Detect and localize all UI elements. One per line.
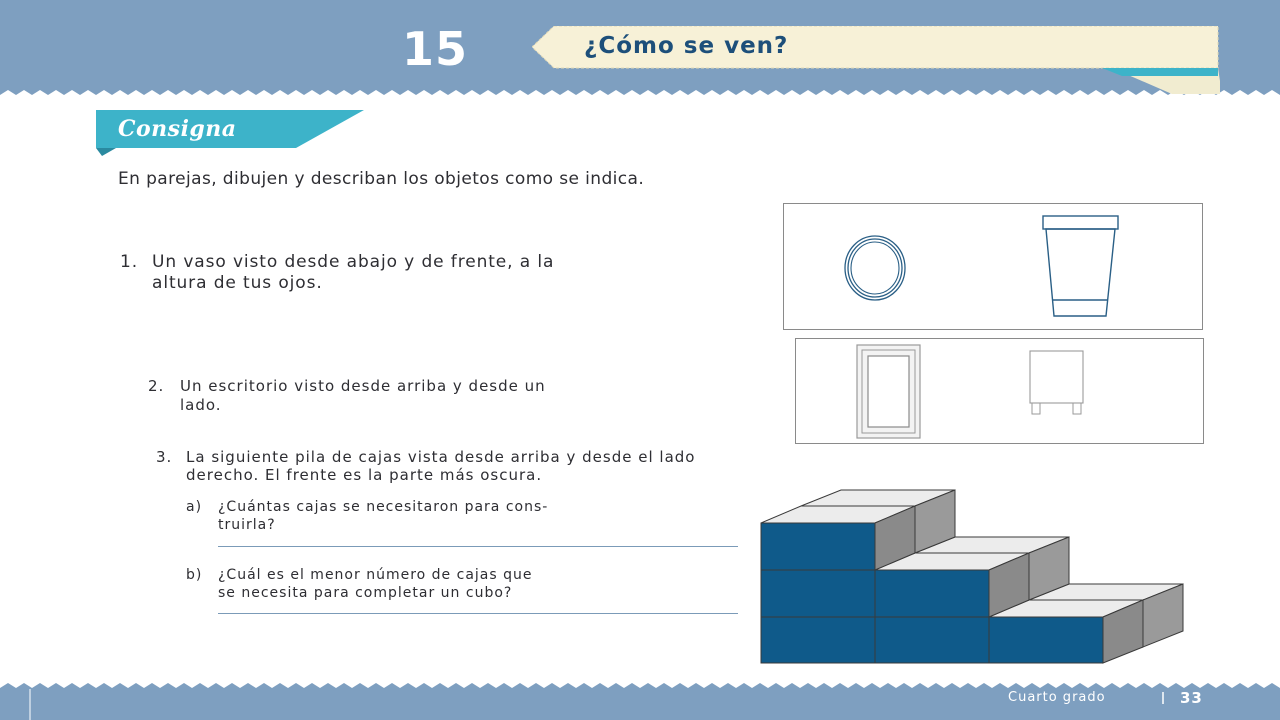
instruction-text: En parejas, dibujen y describan los objetos como se indica. <box>118 169 645 189</box>
item-3-line2: derecho. El frente es la parte más oscura. <box>186 466 543 484</box>
box-stack-illustration <box>755 485 1185 670</box>
glass-views-box <box>783 203 1203 330</box>
item-1 <box>120 252 760 294</box>
item-1-line2: altura de tus ojos. <box>152 273 323 293</box>
item-2-line1: Un escritorio visto desde arriba y desde un <box>180 377 546 395</box>
question-a-line1: ¿Cuántas cajas se necesitaron para cons- <box>218 499 549 515</box>
page-title: ¿Cómo se ven? <box>584 33 789 59</box>
footer-grade: Cuarto grado <box>1008 690 1106 705</box>
item-3-number: 3. <box>156 448 173 466</box>
box-front-face <box>875 617 989 663</box>
question-a <box>186 498 741 534</box>
box-front-face <box>875 570 989 617</box>
glass-drawing <box>784 204 1201 328</box>
item-2-number: 2. <box>148 377 165 395</box>
question-b-line2: se necesita para completar un cubo? <box>218 585 513 601</box>
lesson-number: 15 <box>402 22 469 76</box>
question-b <box>186 566 741 602</box>
page-number: 33 <box>1180 689 1203 707</box>
item-2 <box>148 377 778 415</box>
question-b-line1: ¿Cuál es el menor número de cajas que <box>218 567 533 583</box>
item-1-number: 1. <box>120 252 139 272</box>
item-1-line1: Un vaso visto desde abajo y de frente, a la <box>152 252 555 272</box>
desk-drawing <box>796 339 1202 442</box>
answer-line-a[interactable] <box>218 546 738 547</box>
question-a-line2: truirla? <box>218 517 276 533</box>
answer-line-b[interactable] <box>218 613 738 614</box>
box-front-face <box>761 523 875 570</box>
desk-views-box <box>795 338 1204 444</box>
box-front-face <box>761 617 875 663</box>
question-b-letter: b) <box>186 567 203 583</box>
question-a-letter: a) <box>186 499 203 515</box>
item-2-line2: lado. <box>180 396 222 414</box>
item-3-line1: La siguiente pila de cajas vista desde arriba y desde el lado <box>186 448 696 466</box>
box-front-face <box>761 570 875 617</box>
item-3 <box>156 448 976 484</box>
section-tag-label: Consigna <box>118 116 237 142</box>
box-front-face <box>989 617 1103 663</box>
